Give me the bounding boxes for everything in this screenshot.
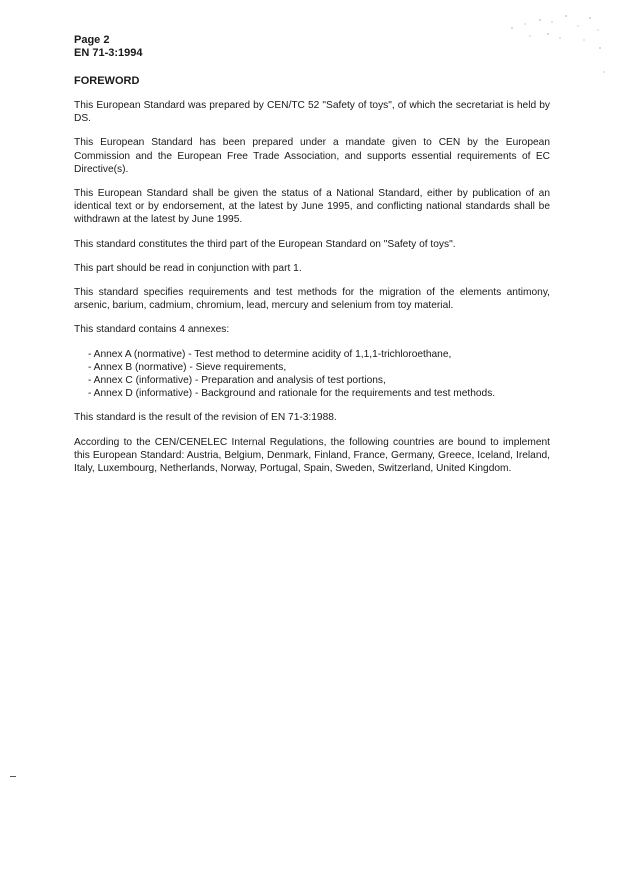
annex-list: [74, 348, 550, 401]
annex-item-d: - Annex D (informative) - Background and rationale for the requirements and test methods.: [88, 388, 496, 400]
paragraph-third-part: This standard constitutes the third part of the European Standard on "Safety of toys".: [74, 238, 456, 250]
paragraph-prepared-by: This European Standard was prepared by CEN/TC 52 "Safety of toys", of which the secretariat is held by DS.: [74, 100, 550, 125]
paragraph-annex-intro: This standard contains 4 annexes:: [74, 324, 230, 336]
scan-noise-specks: [500, 8, 610, 78]
standard-number: EN 71-3:1994: [74, 47, 143, 59]
paragraph-conjunction: This part should be read in conjunction with part 1.: [74, 262, 302, 274]
paragraph-status: This European Standard shall be given the status of a National Standard, either by publication of an identical text or by endorsement, at the latest by June 1995, and conflicting national standards shall be withdrawn at the latest by June 1995.: [74, 188, 550, 226]
annex-item-c: - Annex C (informative) - Preparation and analysis of test portions,: [88, 375, 386, 387]
paragraph-revision: This standard is the result of the revision of EN 71-3:1988.: [74, 412, 337, 424]
page-number: Page 2: [74, 34, 110, 46]
annex-item-a: - Annex A (normative) - Test method to determine acidity of 1,1,1-trichloroethane,: [88, 348, 452, 360]
document-page: [74, 34, 550, 486]
paragraph-countries: According to the CEN/CENELEC Internal Regulations, the following countries are bound to implement this European Standard: Austria, Belgium, Denmark, Finland, France, Germany, Greece, Iceland, Ireland, Italy, Luxembourg, Netherlands, Norway, Portugal, Spain, Sweden, Switzerland, United Kingdom.: [74, 436, 550, 475]
paragraph-mandate: This European Standard has been prepared under a mandate given to CEN by the European Commission and the European Free Trade Association, and supports essential requirements of EC Directive(s).: [74, 137, 550, 175]
paragraph-scope: This standard specifies requirements and test methods for the migration of the elements antimony, arsenic, barium, cadmium, chromium, lead, mercury and selenium from toy material.: [74, 287, 550, 312]
foreword-heading: FOREWORD: [74, 75, 140, 87]
margin-mark: [10, 776, 16, 777]
annex-item-b: - Annex B (normative) - Sieve requirements,: [88, 361, 287, 373]
